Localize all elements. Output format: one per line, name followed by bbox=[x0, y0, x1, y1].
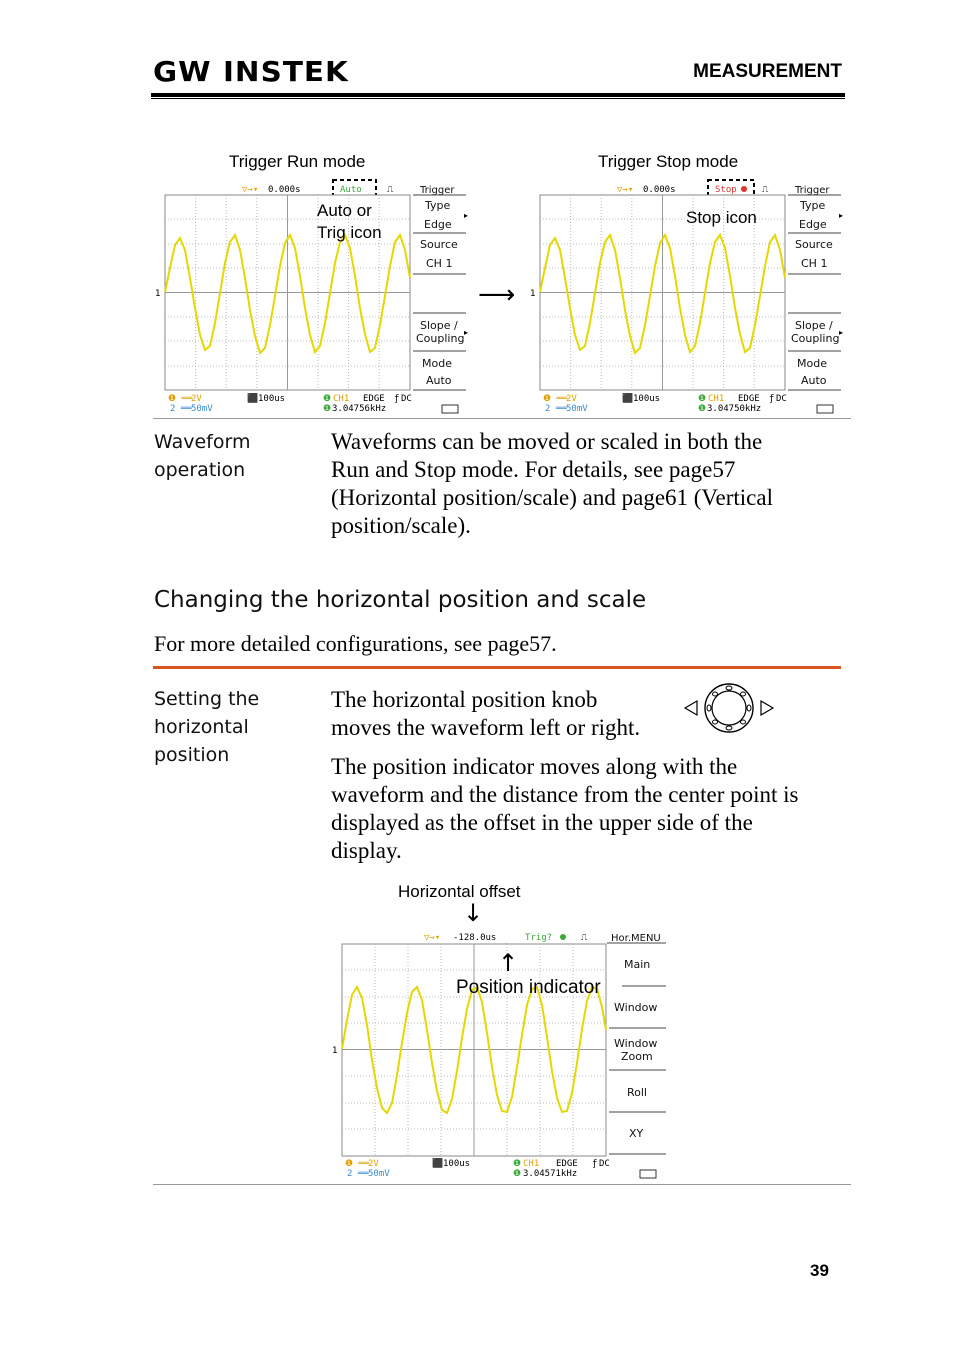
svg-text:Stop: Stop bbox=[715, 185, 737, 195]
svg-text:50mV: 50mV bbox=[566, 404, 588, 414]
svg-text:DC: DC bbox=[401, 394, 412, 404]
svg-text:50mV: 50mV bbox=[191, 404, 213, 414]
section-title: MEASUREMENT bbox=[693, 61, 842, 82]
status-auto: Auto bbox=[340, 185, 362, 195]
svg-text:⎍: ⎍ bbox=[762, 185, 769, 195]
svg-text:1: 1 bbox=[332, 1046, 338, 1056]
svg-text:Window: Window bbox=[614, 1037, 658, 1050]
svg-text:1: 1 bbox=[530, 289, 536, 299]
svg-text:▽→▾: ▽→▾ bbox=[242, 185, 259, 195]
divider bbox=[153, 418, 851, 419]
horizontal-offset-caption: Horizontal offset bbox=[398, 882, 521, 901]
svg-text:⎍: ⎍ bbox=[581, 933, 588, 943]
scope-stop-mode bbox=[525, 178, 845, 416]
position-indicator-caption: Position indicator bbox=[456, 977, 601, 998]
svg-text:100us: 100us bbox=[443, 1159, 471, 1169]
setting-para-1: The horizontal position knob moves the waveform left or right. bbox=[331, 687, 641, 740]
svg-text:100us: 100us bbox=[258, 394, 286, 404]
svg-text:2 ══: 2 ══ bbox=[545, 404, 567, 414]
svg-text:Auto: Auto bbox=[801, 374, 827, 387]
svg-text:Auto: Auto bbox=[426, 374, 452, 387]
svg-text:2V: 2V bbox=[368, 1159, 379, 1169]
svg-text:EDGE: EDGE bbox=[738, 394, 760, 404]
divider-bottom bbox=[153, 1184, 851, 1185]
svg-text:❶: ❶ bbox=[513, 1159, 522, 1169]
svg-text:⎍: ⎍ bbox=[387, 185, 394, 195]
arrow-up-icon: ↑ bbox=[498, 949, 519, 977]
svg-text:2V: 2V bbox=[566, 394, 577, 404]
svg-text:Trigger: Trigger bbox=[795, 185, 830, 196]
svg-text:ƒ: ƒ bbox=[592, 1159, 598, 1169]
svg-text:Source: Source bbox=[795, 238, 833, 251]
svg-text:2V: 2V bbox=[191, 394, 202, 404]
header-rule-thin bbox=[151, 98, 845, 99]
page-number: 39 bbox=[810, 1261, 829, 1280]
svg-text:⬛: ⬛ bbox=[432, 1159, 444, 1169]
svg-text:▸: ▸ bbox=[839, 211, 844, 220]
stop-icon-annotation: Stop icon bbox=[686, 208, 757, 227]
section-heading: Changing the horizontal position and scale bbox=[154, 587, 647, 613]
svg-text:Mode: Mode bbox=[422, 357, 452, 370]
svg-text:50mV: 50mV bbox=[368, 1169, 390, 1179]
svg-text:Window: Window bbox=[614, 1001, 658, 1014]
svg-text:100us: 100us bbox=[633, 394, 661, 404]
svg-text:▽→▾: ▽→▾ bbox=[617, 185, 634, 195]
ch1-marker-left: 1 bbox=[155, 289, 161, 299]
trigger-run-caption: Trigger Run mode bbox=[229, 152, 366, 171]
svg-text:Type: Type bbox=[425, 199, 451, 212]
svg-text:DC: DC bbox=[599, 1159, 610, 1169]
svg-text:EDGE: EDGE bbox=[556, 1159, 578, 1169]
svg-text:❶: ❶ bbox=[698, 404, 707, 414]
svg-text:Main: Main bbox=[624, 958, 651, 971]
svg-text:DC: DC bbox=[776, 394, 787, 404]
svg-text:CH1: CH1 bbox=[708, 394, 725, 404]
svg-text:CH 1: CH 1 bbox=[426, 257, 453, 270]
svg-text:▸: ▸ bbox=[464, 211, 469, 220]
svg-text:Type: Type bbox=[800, 199, 826, 212]
position-knob-icon bbox=[683, 683, 778, 739]
svg-text:-128.0us: -128.0us bbox=[453, 933, 497, 943]
svg-text:▸: ▸ bbox=[839, 328, 844, 337]
setting-label: Setting the horizontal position bbox=[154, 688, 260, 766]
auto-trig-annotation: Auto or Trig icon bbox=[317, 201, 382, 242]
svg-text:❶ ══: ❶ ══ bbox=[543, 394, 568, 404]
section-subtext: For more detailed configurations, see page57. bbox=[154, 631, 557, 656]
svg-text:Slope /: Slope / bbox=[420, 319, 458, 332]
svg-text:❶: ❶ bbox=[513, 1169, 522, 1179]
svg-text:3.04756kHz: 3.04756kHz bbox=[332, 404, 387, 414]
svg-text:XY: XY bbox=[629, 1127, 644, 1140]
setting-para-2: The position indicator moves along with the waveform and the distance from the center point is displayed as the offset in the upper side of the display. bbox=[331, 754, 799, 863]
svg-text:▸: ▸ bbox=[464, 328, 469, 337]
header-rule bbox=[151, 93, 845, 97]
svg-text:❶: ❶ bbox=[323, 404, 332, 414]
stop-icon bbox=[741, 186, 747, 192]
scope-run-mode bbox=[150, 178, 470, 416]
top-offset-left: 0.000s bbox=[268, 185, 301, 195]
svg-text:Slope /: Slope / bbox=[795, 319, 833, 332]
svg-text:EDGE: EDGE bbox=[363, 394, 385, 404]
svg-text:CH1: CH1 bbox=[333, 394, 350, 404]
svg-text:❶: ❶ bbox=[323, 394, 332, 404]
svg-text:CH 1: CH 1 bbox=[801, 257, 828, 270]
svg-text:ƒ: ƒ bbox=[394, 394, 400, 404]
svg-text:Edge: Edge bbox=[424, 218, 452, 231]
svg-text:⬛: ⬛ bbox=[247, 394, 259, 404]
arrow-right-icon: ⟶ bbox=[478, 280, 516, 310]
svg-text:3.04571kHz: 3.04571kHz bbox=[523, 1169, 578, 1179]
svg-text:Edge: Edge bbox=[799, 218, 827, 231]
svg-text:Coupling: Coupling bbox=[416, 332, 465, 345]
menu-title-left: Trigger bbox=[420, 185, 455, 196]
section-rule bbox=[153, 666, 841, 669]
svg-text:Roll: Roll bbox=[627, 1086, 647, 1099]
svg-text:⬛: ⬛ bbox=[622, 394, 634, 404]
trigger-stop-caption: Trigger Stop mode bbox=[598, 152, 739, 171]
svg-text:Mode: Mode bbox=[797, 357, 827, 370]
svg-text:❶: ❶ bbox=[698, 394, 707, 404]
svg-text:3.04750kHz: 3.04750kHz bbox=[707, 404, 762, 414]
arrow-down-icon: ↓ bbox=[463, 899, 484, 927]
svg-text:▽→▾: ▽→▾ bbox=[424, 933, 441, 943]
svg-text:CH1: CH1 bbox=[523, 1159, 540, 1169]
svg-text:Trig?: Trig? bbox=[525, 933, 553, 943]
svg-text:❶ ══: ❶ ══ bbox=[345, 1159, 370, 1169]
svg-text:Source: Source bbox=[420, 238, 458, 251]
svg-text:ƒ: ƒ bbox=[769, 394, 775, 404]
svg-text:2 ══: 2 ══ bbox=[347, 1169, 369, 1179]
svg-text:0.000s: 0.000s bbox=[643, 185, 676, 195]
brand-logo: GW INSTEK bbox=[153, 55, 349, 88]
svg-text:Hor.MENU: Hor.MENU bbox=[611, 933, 661, 944]
waveform-operation-label: Waveform operation bbox=[154, 431, 251, 481]
svg-text:Zoom: Zoom bbox=[621, 1050, 653, 1063]
svg-text:Coupling: Coupling bbox=[791, 332, 840, 345]
waveform-operation-text: Waveforms can be moved or scaled in both the Run and Stop mode. For details, see page57 (Horizontal position/scale) and page61 (Vertical position/scale). bbox=[331, 429, 773, 538]
svg-text:2 ══: 2 ══ bbox=[170, 404, 192, 414]
svg-text:❶ ══: ❶ ══ bbox=[168, 394, 193, 404]
